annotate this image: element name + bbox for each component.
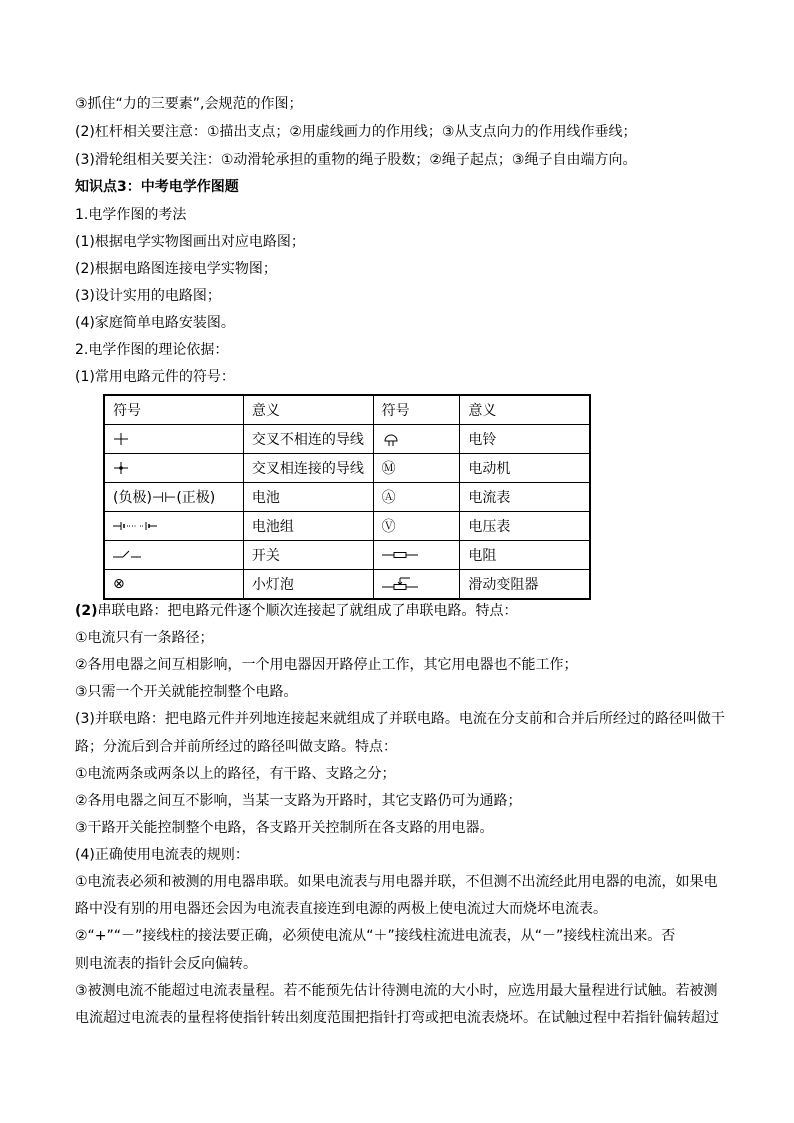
meaning-cell: 交叉相连接的导线 [243, 454, 373, 483]
table-header-cell: 符号 [373, 395, 460, 425]
meaning-cell: 电阻 [460, 541, 590, 570]
lamp-icon: ⊗ [113, 576, 125, 592]
ammeter-icon: Ⓐ [381, 490, 396, 506]
text-line [75, 601, 725, 621]
text-line: ②各用电器之间互相影响，一个用电器因开路停止工作，其它用电器也不能工作； [75, 657, 578, 673]
text-line: ③被测电流不能超过电流表量程。若不能预先估计待测电流的大小时，应选用最大量程进行试触。若被测 [75, 983, 718, 999]
text-line: ③抓住“力的三要素”,会规范的作图； [75, 96, 303, 112]
text-line: (3)并联电路：把电路元件并列地连接起来就组成了并联电路。电流在分支前和合并后所经过的路径叫做干 [75, 711, 725, 727]
symbol-cell [373, 541, 460, 570]
series-label: (2) [75, 603, 98, 619]
symbol-cell [373, 570, 460, 600]
text-line: 1.电学作图的考法 [75, 207, 187, 223]
text-line: 2.电学作图的理论依据： [75, 342, 229, 358]
text-line: 路；分流后到合并前所经过的路径叫做支路。特点： [75, 739, 397, 755]
meaning-cell: 交叉不相连的导线 [243, 425, 373, 454]
symbol-cell [373, 512, 460, 541]
battery-pack-icon [113, 519, 157, 533]
symbol-cell [373, 425, 460, 454]
symbol-cell [104, 483, 243, 512]
meaning-cell: 电压表 [460, 512, 590, 541]
rheostat-icon [382, 575, 418, 593]
text-line: (1)常用电路元件的符号： [75, 369, 235, 385]
text-line: (3)设计实用的电路图； [75, 288, 221, 304]
motor-icon: Ⓜ [381, 461, 396, 477]
series-heading: 串联电路：把电路元件逐个顺次连接起了就组成了串联电路。特点： [97, 603, 518, 619]
bell-icon [382, 431, 400, 447]
meaning-cell: 滑动变阻器 [460, 570, 590, 600]
text-line: 则电流表的指针会反向偏转。 [75, 956, 257, 972]
resistor-icon [382, 548, 418, 562]
symbol-cell [104, 454, 243, 483]
voltmeter-icon: Ⓥ [381, 519, 396, 535]
text-line: 路中没有别的用电器还会因为电流表直接连到电源的两极上使电流过大而烧坏电流表。 [75, 901, 607, 917]
text-line: (3)滑轮组相关要关注：①动滑轮承担的重物的绳子股数；②绳子起点；③绳子自由端方向。 [75, 152, 637, 168]
text-line: (4)家庭简单电路安装图。 [75, 315, 235, 331]
symbol-cell [373, 454, 460, 483]
meaning-cell: 电流表 [460, 483, 590, 512]
meaning-cell: 小灯泡 [243, 570, 373, 600]
table-header-row [104, 395, 590, 425]
table-row [104, 512, 590, 541]
text-line: (2)杠杆相关要注意：①描出支点；②用虚线画力的作用线；③从支点向力的作用线作垂线； [75, 124, 637, 140]
section-title: 知识点3：中考电学作图题 [75, 179, 239, 195]
text-line: ②“+”“－”接线柱的接法要正确，必须使电流从“＋”接线柱流进电流表，从“－”接线柱流出来。否 [75, 928, 676, 944]
symbol-cell [104, 425, 243, 454]
symbol-cell [104, 541, 243, 570]
text-line: (2)根据电路图连接电学实物图； [75, 261, 277, 277]
table-row [104, 483, 590, 512]
meaning-cell: 电池 [243, 483, 373, 512]
meaning-cell: 开关 [243, 541, 373, 570]
table-row [104, 570, 590, 600]
crossing-wires-unconnected-icon [113, 431, 129, 447]
symbol-cell [104, 570, 243, 600]
switch-icon [113, 548, 141, 562]
text-line: ③干路开关能控制整个电路，各支路开关控制所在各支路的用电器。 [75, 820, 494, 836]
crossing-wires-connected-icon [113, 460, 129, 476]
symbol-cell [373, 483, 460, 512]
table-header-cell: 意义 [460, 395, 590, 425]
meaning-cell: 电池组 [243, 512, 373, 541]
table-header-cell: 意义 [243, 395, 373, 425]
circuit-symbol-table [103, 394, 591, 600]
table-row [104, 541, 590, 570]
text-line: ①电流两条或两条以上的路径，有干路、支路之分； [75, 766, 396, 782]
text-line: ③只需一个开关就能控制整个电路。 [75, 684, 298, 700]
text-line: ①电流只有一条路径； [75, 630, 214, 646]
text-line: ②各用电器之间互不影响，当某一支路为开路时，其它支路仍可为通路； [75, 793, 522, 809]
text-line: (1)根据电学实物图画出对应电路图； [75, 234, 305, 250]
symbol-cell [104, 512, 243, 541]
text-line: 电流超过电流表的量程将使指针转出刻度范围把指针打弯或把电流表烧坏。在试触过程中若指针偏转超过 [75, 1010, 719, 1026]
meaning-cell: 电铃 [460, 425, 590, 454]
table-row [104, 425, 590, 454]
text-line: (4)正确使用电流表的规则： [75, 847, 249, 863]
table-header-cell: 符号 [104, 395, 243, 425]
meaning-cell: 电动机 [460, 454, 590, 483]
battery-icon: (负极)⊣⊢(正极) [113, 490, 216, 506]
table-row [104, 454, 590, 483]
text-line: ①电流表必须和被测的用电器串联。如果电流表与用电器并联，不但测不出流经此用电器的电流，如果电 [75, 874, 718, 890]
